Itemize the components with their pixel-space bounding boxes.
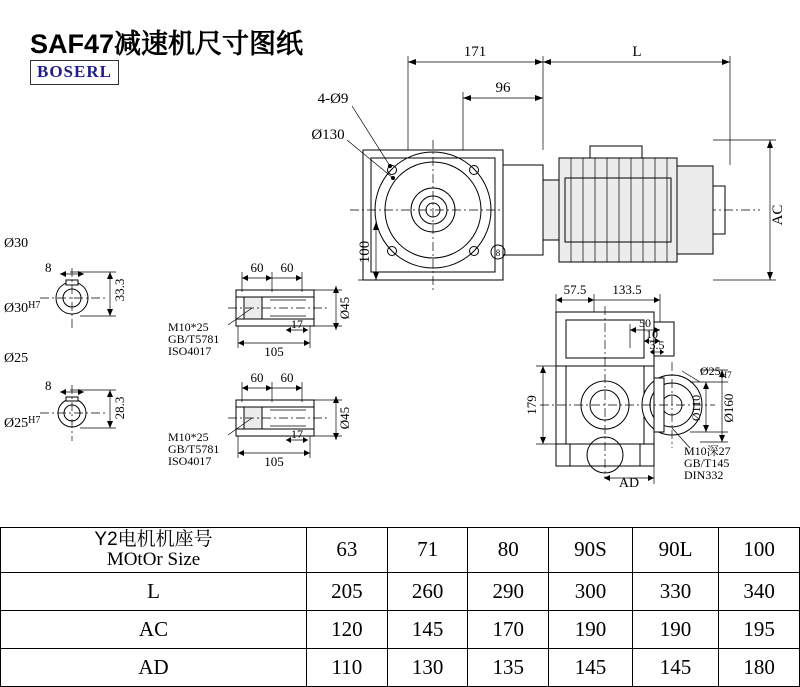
dim-179: 179 [524,395,539,415]
dim-dia130: Ø130 [311,127,345,143]
dim-105-top: 105 [264,344,284,359]
dim-105-bottom: 105 [264,454,284,469]
cell-l-71: 260 [387,572,468,610]
note-m10-depth: M10深27 [684,444,731,458]
note-gb-bottom: GB/T5781 [168,442,220,456]
dim-key8-top: 8 [45,260,52,275]
dim-AC: AC [770,204,786,226]
cell-ac-90s: 190 [549,610,633,648]
table-size-100: 100 [719,528,800,573]
cell-ac-80: 170 [468,610,549,648]
cell-ad-100: 180 [719,648,800,686]
hollow-shaft-top-view [228,272,342,348]
row-label-l: L [1,572,307,610]
cell-ac-100: 195 [719,610,800,648]
dim-dia25-bottom-view: $Ø25_{H7}$ [700,364,732,380]
table-row [1,572,800,610]
table-row [1,610,800,648]
cell-l-63: 205 [307,572,388,610]
table-header-label-en: MOtOr Size [106,548,201,570]
cell-l-80: 290 [468,572,549,610]
dim-AD: AD [618,476,640,491]
svg-text:8: 8 [495,248,501,258]
dim-bolt-note: 4-Ø9 [317,91,349,107]
dim-L: L [632,44,642,60]
dim-171: 171 [463,44,487,60]
cell-ac-63: 120 [307,610,388,648]
dim-17-bottom: 17 [291,427,303,441]
note-iso-bottom: ISO4017 [168,454,212,468]
row-label-ad: AD [1,648,307,686]
dim-dia45-bottom: Ø45 [337,406,352,430]
note-gb-top: GB/T5781 [168,332,220,346]
table-header-label-cn: Y2电机机座号 [94,529,213,550]
cell-ac-90l: 190 [632,610,718,648]
dim-60b-bottom: 60 [280,370,294,385]
row-label-ac: AC [1,610,307,648]
table-row [1,648,800,686]
cell-l-90s: 300 [549,572,633,610]
cell-ad-71: 130 [387,648,468,686]
dim-33-3: 33.3 [112,278,127,302]
cell-ac-71: 145 [387,610,468,648]
dim-60a-bottom: 60 [250,370,264,385]
dim-10: 10 [646,327,658,341]
cell-l-100: 340 [719,572,800,610]
cell-ad-90l: 145 [632,648,718,686]
note-gbt145: GB/T145 [684,456,730,470]
dim-dia45-top: Ø45 [337,296,352,320]
dim-dia110: Ø110 [689,394,703,422]
table-size-90l: 90L [632,528,718,573]
dim-60b-top: 60 [280,260,294,275]
shaft-30-view [40,268,116,328]
table-header-row [1,528,800,573]
cell-l-90l: 330 [632,572,718,610]
table-header-label [1,528,307,573]
note-m10-bottom: M10*25 [168,430,209,444]
dimension-table [0,527,800,687]
dim-3-5: 3.5 [649,338,665,352]
dim-dia160: Ø160 [721,393,736,423]
table-size-80: 80 [468,528,549,573]
table-size-63: 63 [307,528,388,573]
cell-ad-63: 110 [307,648,388,686]
dim-50: 50 [639,316,651,330]
note-iso-top: ISO4017 [168,344,212,358]
table-size-71: 71 [387,528,468,573]
dim-57-5: 57.5 [563,282,587,297]
dim-96: 96 [495,80,511,96]
cell-ad-80: 135 [468,648,549,686]
cell-ad-90s: 145 [549,648,633,686]
dim-17-top: 17 [291,317,303,331]
label-dia25-bottom: $Ø25^{H7}$ [4,415,41,431]
note-din332: DIN332 [684,468,724,482]
dim-100: 100 [357,240,373,264]
table-size-90s: 90S [549,528,633,573]
dim-133-5: 133.5 [612,282,642,297]
brand-logo: BOSERL [30,60,119,85]
page-title: SAF47减速机尺寸图纸 [30,29,304,59]
label-dia30-bottom: $Ø30^{H7}$ [4,300,41,316]
label-dia30-top: Ø30 [4,236,29,251]
note-m10-top: M10*25 [168,320,209,334]
shaft-25-view [40,385,116,441]
dim-key8-bottom: 8 [45,378,52,393]
hollow-shaft-bottom-view [228,382,342,458]
dim-60a-top: 60 [250,260,264,275]
dim-28-3: 28.3 [112,396,127,420]
front-view [347,56,776,292]
label-dia25-top: Ø25 [4,351,29,366]
